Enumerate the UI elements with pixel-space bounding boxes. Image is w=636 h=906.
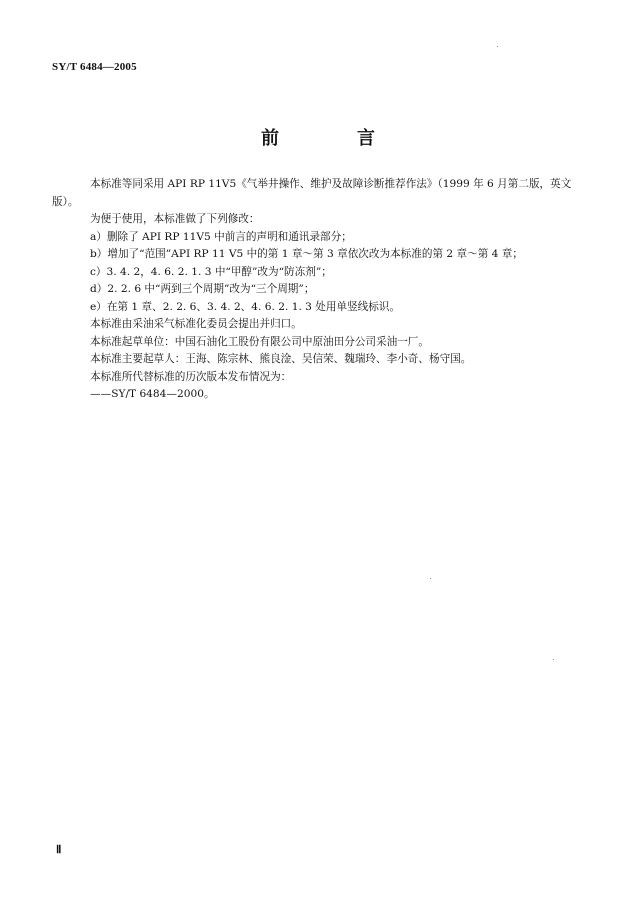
paragraph-adoption: 本标准等同采用 API RP 11V5《气举井操作、维护及故障诊断推荐作法》（1999 年 6 月第二版，英文版）。: [52, 178, 572, 208]
list-item-d: d）2. 2. 6 中“两到三个周期”改为“三个周期”；: [90, 283, 315, 295]
paragraph-history-intro: 本标准所代替标准的历次版本发布情况为：: [90, 370, 292, 383]
preface-body: [52, 176, 580, 404]
list-item-c: c）3. 4. 2，4. 6. 2. 1. 3 中“甲醇”改为“防冻剂”；: [90, 265, 332, 278]
list-item-e: e）在第 1 章、2. 2. 6、3. 4. 2、4. 6. 2. 1. 3 处用单竖线标识。: [90, 300, 401, 313]
page-title: 前 言: [261, 128, 405, 149]
paragraph-modifications-intro: 为便于使用，本标准做了下列修改：: [90, 213, 260, 225]
list-item-a: a）删除了 API RP 11V5 中前言的声明和通讯录部分；: [90, 230, 352, 243]
standard-code: SY/T 6484—2005: [52, 61, 137, 73]
paragraph-proposer: 本标准由采油采气标准化委员会提出并归口。: [90, 318, 302, 330]
scan-speck: [553, 659, 554, 660]
paragraph-drafters: 本标准主要起草人：王海、陈宗林、熊良淦、吴信荣、魏瑞玲、李小奇、杨守国。: [90, 353, 472, 365]
scan-speck: [430, 578, 431, 579]
scan-speck: [497, 46, 498, 47]
paragraph-drafting-unit: 本标准起草单位：中国石油化工股份有限公司中原油田分公司采油一厂。: [90, 335, 429, 348]
list-item-b: b）增加了“范围”API RP 11 V5 中的第 1 章～第 3 章依次改为本标准的第 2 章～第 4 章；: [90, 248, 523, 260]
page-number: Ⅱ: [56, 844, 62, 856]
paragraph-history-item: ——SY/T 6484—2000。: [90, 388, 215, 400]
